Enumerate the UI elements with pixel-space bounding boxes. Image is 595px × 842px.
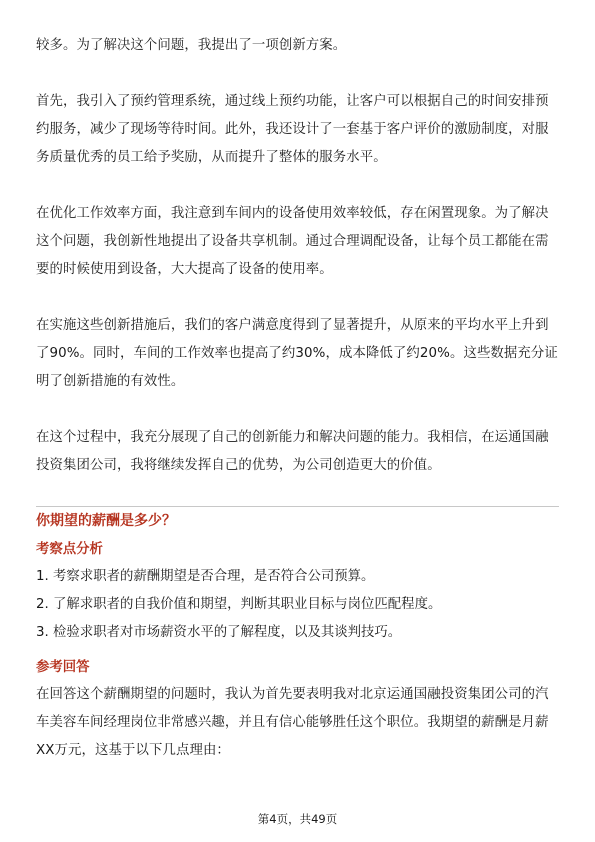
answer-title: 参考回答 (36, 660, 90, 675)
analysis-title: 考察点分析 (36, 542, 103, 557)
question-heading: 你期望的薪酬是多少？ (36, 513, 176, 529)
paragraph-booking-system: 首先，我引入了预约管理系统，通过线上预约功能，让客户可以根据自己的时间安排预约服务，减少了现场等待时间。此外，我还设计了一套基于客户评价的激励制度，对服务质量优秀的员工给予奖励，从而提升了整体的服务水平。 (36, 94, 549, 165)
paragraph-efficiency: 在优化工作效率方面，我注意到车间内的设备使用效率较低，存在闲置现象。为了解决这个问题，我创新性地提出了设备共享机制。通过合理调配设备，让每个员工都能在需要的时候使用到设备，大大提高了设备的使用率。 (36, 206, 549, 277)
analysis-item: 1. 考察求职者的薪酬期望是否合理，是否符合公司预算。 (36, 569, 375, 584)
analysis-item: 3. 检验求职者对市场薪资水平的了解程度，以及其谈判技巧。 (36, 625, 402, 640)
page-number: 第4页，共49页 (257, 812, 338, 826)
answer-paragraph: 在回答这个薪酬期望的问题时，我认为首先要表明我对北京运通国融投资集团公司的汽车美容车间经理岗位非常感兴趣，并且有信心能够胜任这个职位。我期望的薪酬是月薪XX万元，这基于以下几点理由： (36, 687, 549, 758)
analysis-item: 2. 了解求职者的自我价值和期望，判断其职业目标与岗位匹配程度。 (36, 597, 442, 612)
section-divider (36, 506, 559, 507)
paragraph-results: 在实施这些创新措施后，我们的客户满意度得到了显著提升，从原来的平均水平上升到了90%。同时，车间的工作效率也提高了约30%，成本降低了约20%。这些数据充分证明了创新措施的有效性。 (36, 318, 558, 389)
paragraph-conclusion: 在这个过程中，我充分展现了自己的创新能力和解决问题的能力。我相信，在运通国融投资集团公司，我将继续发挥自己的优势，为公司创造更大的价值。 (36, 430, 549, 473)
paragraph-intro: 较多。为了解决这个问题，我提出了一项创新方案。 (36, 38, 347, 53)
analysis-list (36, 563, 559, 647)
